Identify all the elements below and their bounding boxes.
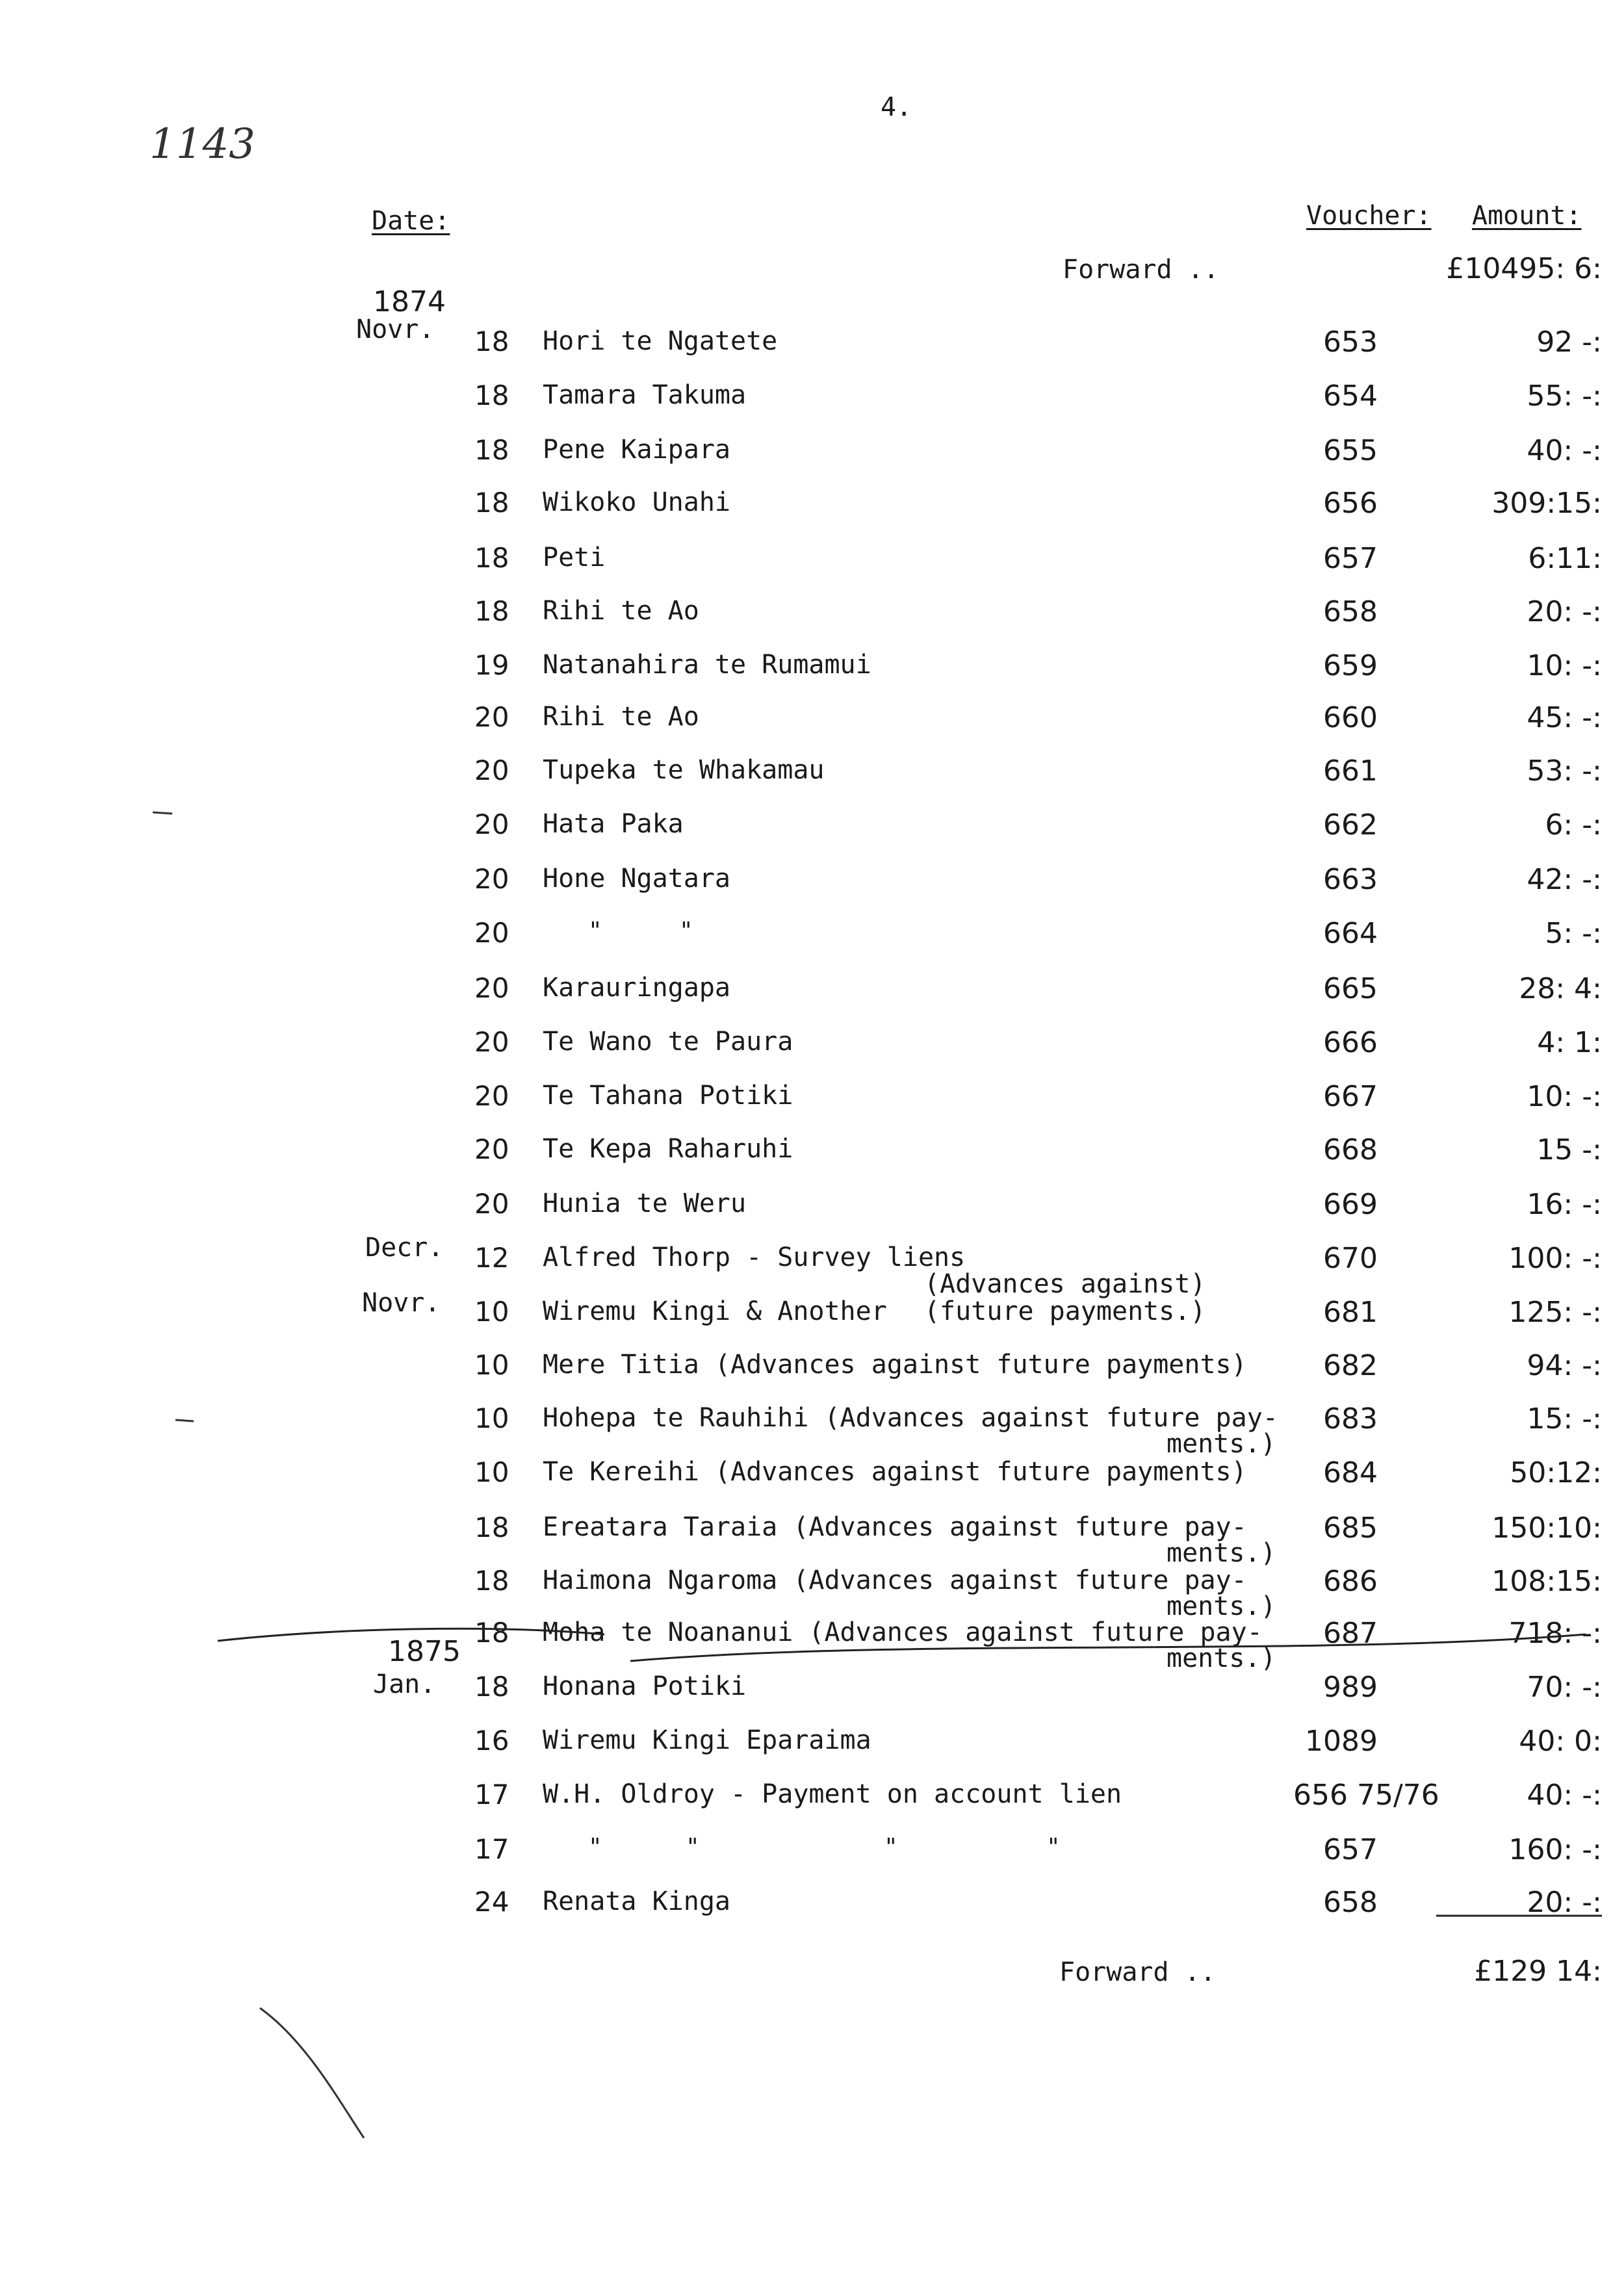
entry-amount: 50:12: [1510, 1456, 1602, 1489]
entry-note-bottom: ments.) [1166, 1591, 1276, 1621]
entry-day: 10 [474, 1456, 509, 1488]
entry-day: 20 [474, 1133, 509, 1165]
year-1874: 1874 [373, 285, 446, 318]
voucher-header: Voucher: [1306, 201, 1432, 231]
entry-amount: 94: -: [1527, 1349, 1602, 1382]
entry-name: Moha te Noananui (Advances against future pay- [543, 1617, 1263, 1647]
entry-day: 20 [474, 808, 509, 840]
entry-voucher: 666 [1323, 1026, 1378, 1059]
entry-amount: 40: -: [1527, 1779, 1602, 1812]
entry-name: Rihi te Ao [543, 596, 699, 626]
entry-amount: 10: -: [1527, 1080, 1602, 1113]
entry-amount: 718: -: [1508, 1617, 1602, 1650]
entry-voucher: 656 75/76 [1293, 1779, 1439, 1812]
entry-name: Wikoko Unahi [543, 487, 730, 517]
entry-voucher: 989 [1323, 1671, 1378, 1704]
entry-voucher: 663 [1323, 863, 1378, 896]
entry-day: 18 [474, 434, 509, 466]
entry-voucher: 658 [1323, 595, 1378, 628]
entry-note-bottom: ments.) [1166, 1429, 1276, 1459]
entry-name: Rihi te Ao [543, 702, 699, 732]
entry-voucher: 686 [1323, 1565, 1378, 1598]
entry-amount: 40: 0: [1519, 1725, 1602, 1758]
entry-amount: 92 -: [1536, 326, 1602, 359]
entry-name: Hori te Ngatete [543, 326, 778, 356]
forward-bottom-label: Forward .. [1059, 1957, 1216, 1987]
entry-day: 16 [474, 1725, 509, 1757]
entry-day: 18 [474, 595, 509, 627]
entry-day: 20 [474, 1026, 509, 1058]
entry-name: Te Kepa Raharuhi [543, 1134, 793, 1164]
ditto-mark: " [679, 918, 693, 944]
entry-name: Wiremu Kingi & Another [543, 1296, 887, 1326]
entry-amount: 45: -: [1527, 701, 1602, 734]
entry-name: Natanahira te Rumamui [543, 650, 871, 680]
ditto-mark: " [1046, 1834, 1061, 1861]
entry-note-bottom: ments.) [1166, 1538, 1276, 1568]
entry-note-bottom: ments.) [1166, 1643, 1276, 1673]
entry-name: Hohepa te Rauhihi (Advances against future pay- [543, 1403, 1278, 1433]
forward-bottom-amount: £129 14: [1474, 1955, 1602, 1988]
entry-day: 18 [474, 1671, 509, 1703]
entry-amount: 150:10: [1491, 1512, 1602, 1545]
entry-voucher: 654 [1323, 380, 1378, 413]
entry-day: 18 [474, 1617, 509, 1649]
entry-amount: 20: -: [1527, 1886, 1602, 1919]
entry-voucher: 656 [1323, 487, 1378, 520]
entry-amount: 5: -: [1545, 917, 1602, 950]
entry-amount: 40: -: [1527, 434, 1602, 467]
entry-voucher: 664 [1323, 917, 1378, 950]
entry-name: Renata Kinga [543, 1886, 730, 1916]
month-novr: Novr. [356, 315, 435, 344]
entry-amount: 10: -: [1527, 649, 1602, 682]
month-jan: Jan. [373, 1669, 436, 1699]
entry-voucher: 667 [1323, 1080, 1378, 1113]
entry-name: Hunia te Weru [543, 1189, 747, 1218]
entry-name: Alfred Thorp - Survey liens [543, 1243, 966, 1272]
entry-name: Ereatara Taraia (Advances against future pay- [543, 1512, 1247, 1542]
corner-scribble [260, 2008, 364, 2138]
entry-day: 20 [474, 1188, 509, 1220]
entry-day: 10 [474, 1402, 509, 1434]
entry-amount: 6: -: [1545, 808, 1602, 842]
entry-name: Te Wano te Paura [543, 1027, 793, 1057]
entry-amount: 125: -: [1508, 1296, 1602, 1329]
entry-day: 10 [474, 1349, 509, 1381]
entry-amount: 53: -: [1527, 754, 1602, 788]
entry-amount: 70: -: [1527, 1671, 1602, 1704]
ditto-mark: " [588, 1834, 602, 1861]
entry-voucher: 1089 [1305, 1725, 1378, 1758]
entry-amount: 6:11: [1528, 542, 1602, 575]
forward-top-amount: £10495: 6: [1446, 252, 1602, 285]
entry-voucher: 659 [1323, 649, 1378, 682]
entry-name: Peti [543, 543, 606, 573]
forward-top-label: Forward .. [1063, 255, 1219, 285]
entry-name: Mere Titia (Advances against future payments) [543, 1350, 1247, 1380]
entry-name: Wiremu Kingi Eparaima [543, 1725, 871, 1755]
pen-line-left [218, 1629, 604, 1641]
entry-voucher: 668 [1323, 1133, 1378, 1166]
entry-voucher: 662 [1323, 808, 1378, 842]
entry-name: Tamara Takuma [543, 380, 747, 410]
entry-amount: 15: -: [1527, 1402, 1602, 1436]
entry-name: Hone Ngatara [543, 864, 730, 894]
entry-amount: 160: -: [1508, 1833, 1602, 1866]
entry-voucher: 658 [1323, 1886, 1378, 1919]
entry-amount: 108:15: [1491, 1565, 1602, 1598]
entry-voucher: 661 [1323, 754, 1378, 788]
amount-header: Amount: [1472, 201, 1582, 231]
entry-voucher: 687 [1323, 1617, 1378, 1650]
entry-voucher: 681 [1323, 1296, 1378, 1329]
entry-name: Haimona Ngaroma (Advances against future pay- [543, 1565, 1247, 1595]
entry-note-top: (Advances against) [924, 1269, 1206, 1299]
entry-name: W.H. Oldroy - Payment on account lien [543, 1779, 1122, 1809]
entry-name: Tupeka te Whakamau [543, 755, 825, 785]
entry-amount: 55: -: [1527, 380, 1602, 413]
entry-name: Karauringapa [543, 973, 730, 1003]
entry-voucher: 683 [1323, 1402, 1378, 1436]
entry-amount: 100: -: [1508, 1242, 1602, 1275]
entry-voucher: 657 [1323, 542, 1378, 575]
entry-voucher: 670 [1323, 1242, 1378, 1275]
entry-voucher: 669 [1323, 1188, 1378, 1221]
entry-voucher: 684 [1323, 1456, 1378, 1489]
entry-day: 20 [474, 917, 509, 949]
entry-day: 10 [474, 1296, 509, 1328]
entry-day: 12 [474, 1242, 509, 1274]
entry-voucher: 657 [1323, 1833, 1378, 1866]
entry-amount: 20: -: [1527, 595, 1602, 628]
entry-voucher: 685 [1323, 1512, 1378, 1545]
entry-day: 20 [474, 863, 509, 895]
margin-note: 1143 [149, 120, 255, 168]
entry-name: Te Tahana Potiki [543, 1081, 793, 1111]
month-decr: Decr. [365, 1233, 444, 1263]
entry-voucher: 653 [1323, 326, 1378, 359]
entry-amount: 28: 4: [1519, 972, 1602, 1005]
entry-name: Honana Potiki [543, 1671, 747, 1701]
entry-voucher: 682 [1323, 1349, 1378, 1382]
entry-day: 18 [474, 542, 509, 574]
entry-amount: 309:15: [1491, 487, 1602, 520]
entry-day: 20 [474, 754, 509, 786]
entry-name: Hata Paka [543, 809, 684, 839]
entry-amount: 42: -: [1527, 863, 1602, 896]
entry-name: Te Kereihi (Advances against future payments) [543, 1457, 1247, 1487]
margin-tick-1 [153, 812, 172, 814]
month-novr-second: Novr. [362, 1288, 441, 1318]
entry-day: 18 [474, 380, 509, 411]
entry-day: 20 [474, 972, 509, 1004]
year-1875: 1875 [388, 1635, 461, 1668]
entry-amount: 15 -: [1536, 1133, 1602, 1166]
entry-day: 17 [474, 1833, 509, 1865]
entry-note-bottom: (future payments.) [924, 1296, 1206, 1326]
entry-day: 18 [474, 326, 509, 357]
entry-day: 17 [474, 1779, 509, 1810]
entry-day: 18 [474, 487, 509, 519]
ditto-mark: " [884, 1834, 898, 1861]
entry-voucher: 655 [1323, 434, 1378, 467]
date-header: Date: [372, 206, 450, 236]
entry-day: 24 [474, 1886, 509, 1918]
entry-voucher: 660 [1323, 701, 1378, 734]
entry-amount: 4: 1: [1537, 1026, 1602, 1059]
entry-day: 20 [474, 1080, 509, 1112]
entry-day: 18 [474, 1512, 509, 1543]
entry-name: Pene Kaipara [543, 435, 730, 465]
page-number: 4. [881, 92, 912, 122]
ditto-mark: " [686, 1834, 700, 1861]
entry-day: 20 [474, 701, 509, 733]
entry-day: 18 [474, 1565, 509, 1597]
pen-line-right [630, 1634, 1586, 1661]
margin-tick-2 [175, 1420, 194, 1421]
ditto-mark: " [588, 918, 602, 944]
entry-day: 19 [474, 649, 509, 681]
entry-voucher: 665 [1323, 972, 1378, 1005]
entry-amount: 16: -: [1527, 1188, 1602, 1221]
